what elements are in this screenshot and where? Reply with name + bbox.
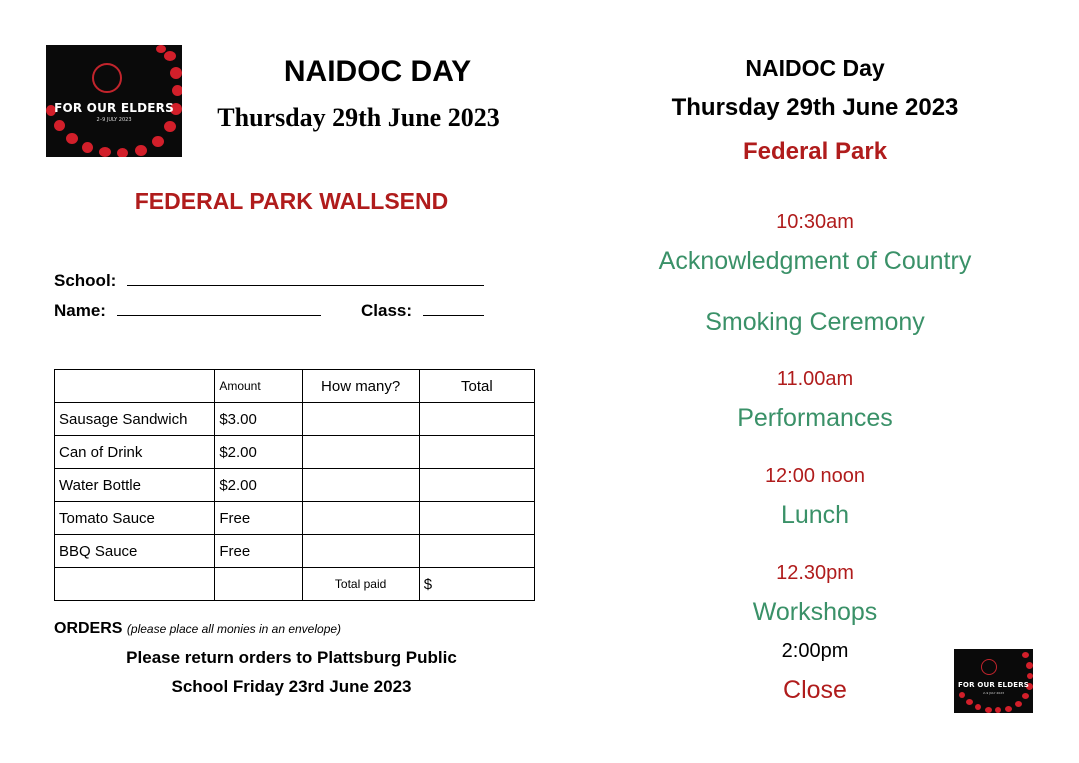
empty-cell: [215, 568, 302, 601]
class-input-line[interactable]: [423, 315, 484, 316]
schedule-event: Workshops: [752, 598, 878, 626]
header-cell: How many?: [302, 370, 419, 403]
header-cell: [55, 370, 215, 403]
item-amount: Free: [215, 535, 302, 568]
order-table: [54, 369, 535, 601]
quantity-cell[interactable]: [302, 469, 419, 502]
dancer-emblem-icon: [981, 659, 997, 675]
quantity-cell[interactable]: [302, 403, 419, 436]
logo-caption: FOR OUR ELDERS: [957, 681, 1030, 689]
school-label: School:: [54, 271, 117, 290]
name-label: Name:: [54, 301, 106, 320]
class-label: Class:: [361, 301, 413, 320]
page-title: NAIDOC DAY: [283, 55, 472, 88]
table-row: [55, 469, 535, 502]
empty-cell: [55, 568, 215, 601]
program-date: Thursday 29th June 2023: [671, 94, 959, 121]
venue-heading: FEDERAL PARK WALLSEND: [134, 188, 449, 214]
total-cell[interactable]: [419, 502, 534, 535]
total-paid-label: Total paid: [302, 568, 419, 601]
table-header-row: [55, 370, 535, 403]
logo-dates: 2–9 JULY 2023: [982, 691, 1005, 695]
item-name: BBQ Sauce: [55, 535, 215, 568]
item-name: Sausage Sandwich: [55, 403, 215, 436]
total-paid-value[interactable]: $: [419, 568, 534, 601]
header-cell: Amount: [215, 370, 302, 403]
total-cell[interactable]: [419, 436, 534, 469]
logo-caption: FOR OUR ELDERS: [54, 101, 174, 115]
table-row: [55, 436, 535, 469]
item-amount: $3.00: [215, 403, 302, 436]
logo-dates: 2–9 JULY 2023: [96, 117, 132, 123]
schedule-event: Performances: [737, 404, 893, 432]
event-date: Thursday 29th June 2023: [217, 103, 500, 132]
table-row: [55, 502, 535, 535]
schedule-event: Lunch: [780, 501, 850, 529]
schedule-event: Acknowledgment of Country: [658, 247, 972, 275]
schedule-time: 12:00 noon: [764, 465, 866, 487]
table-row: [55, 535, 535, 568]
quantity-cell[interactable]: [302, 502, 419, 535]
orders-instructions: (please place all monies in an envelope): [126, 622, 342, 636]
schedule-event: Smoking Ceremony: [705, 308, 925, 336]
item-amount: $2.00: [215, 436, 302, 469]
header-cell: Total: [419, 370, 534, 403]
item-name: Water Bottle: [55, 469, 215, 502]
class-field[interactable]: [361, 301, 484, 321]
schedule-time: 10:30am: [776, 211, 854, 233]
total-cell[interactable]: [419, 535, 534, 568]
item-amount: $2.00: [215, 469, 302, 502]
item-name: Tomato Sauce: [55, 502, 215, 535]
program-title: NAIDOC Day: [745, 55, 885, 81]
name-field[interactable]: [54, 301, 321, 321]
school-input-line[interactable]: [127, 285, 484, 286]
item-name: Can of Drink: [55, 436, 215, 469]
table-row: [55, 403, 535, 436]
orders-note: [54, 620, 341, 638]
total-cell[interactable]: [419, 469, 534, 502]
name-input-line[interactable]: [117, 315, 321, 316]
quantity-cell[interactable]: [302, 436, 419, 469]
total-cell[interactable]: [419, 403, 534, 436]
naidoc-logo-left: [46, 45, 182, 157]
naidoc-logo-right: [954, 649, 1033, 713]
schedule-time: 12.30pm: [776, 562, 854, 584]
item-amount: Free: [215, 502, 302, 535]
return-instructions-2: School Friday 23rd June 2023: [171, 677, 412, 696]
dancer-emblem-icon: [92, 63, 122, 93]
quantity-cell[interactable]: [302, 535, 419, 568]
return-instructions-1: Please return orders to Plattsburg Public: [126, 648, 457, 667]
program-venue: Federal Park: [742, 138, 888, 165]
total-row: [55, 568, 535, 601]
schedule-time: 2:00pm: [781, 640, 849, 662]
school-field[interactable]: [54, 271, 484, 291]
orders-label: ORDERS: [54, 620, 123, 637]
schedule-event: Close: [783, 676, 847, 704]
schedule-time: 11.00am: [776, 368, 854, 390]
